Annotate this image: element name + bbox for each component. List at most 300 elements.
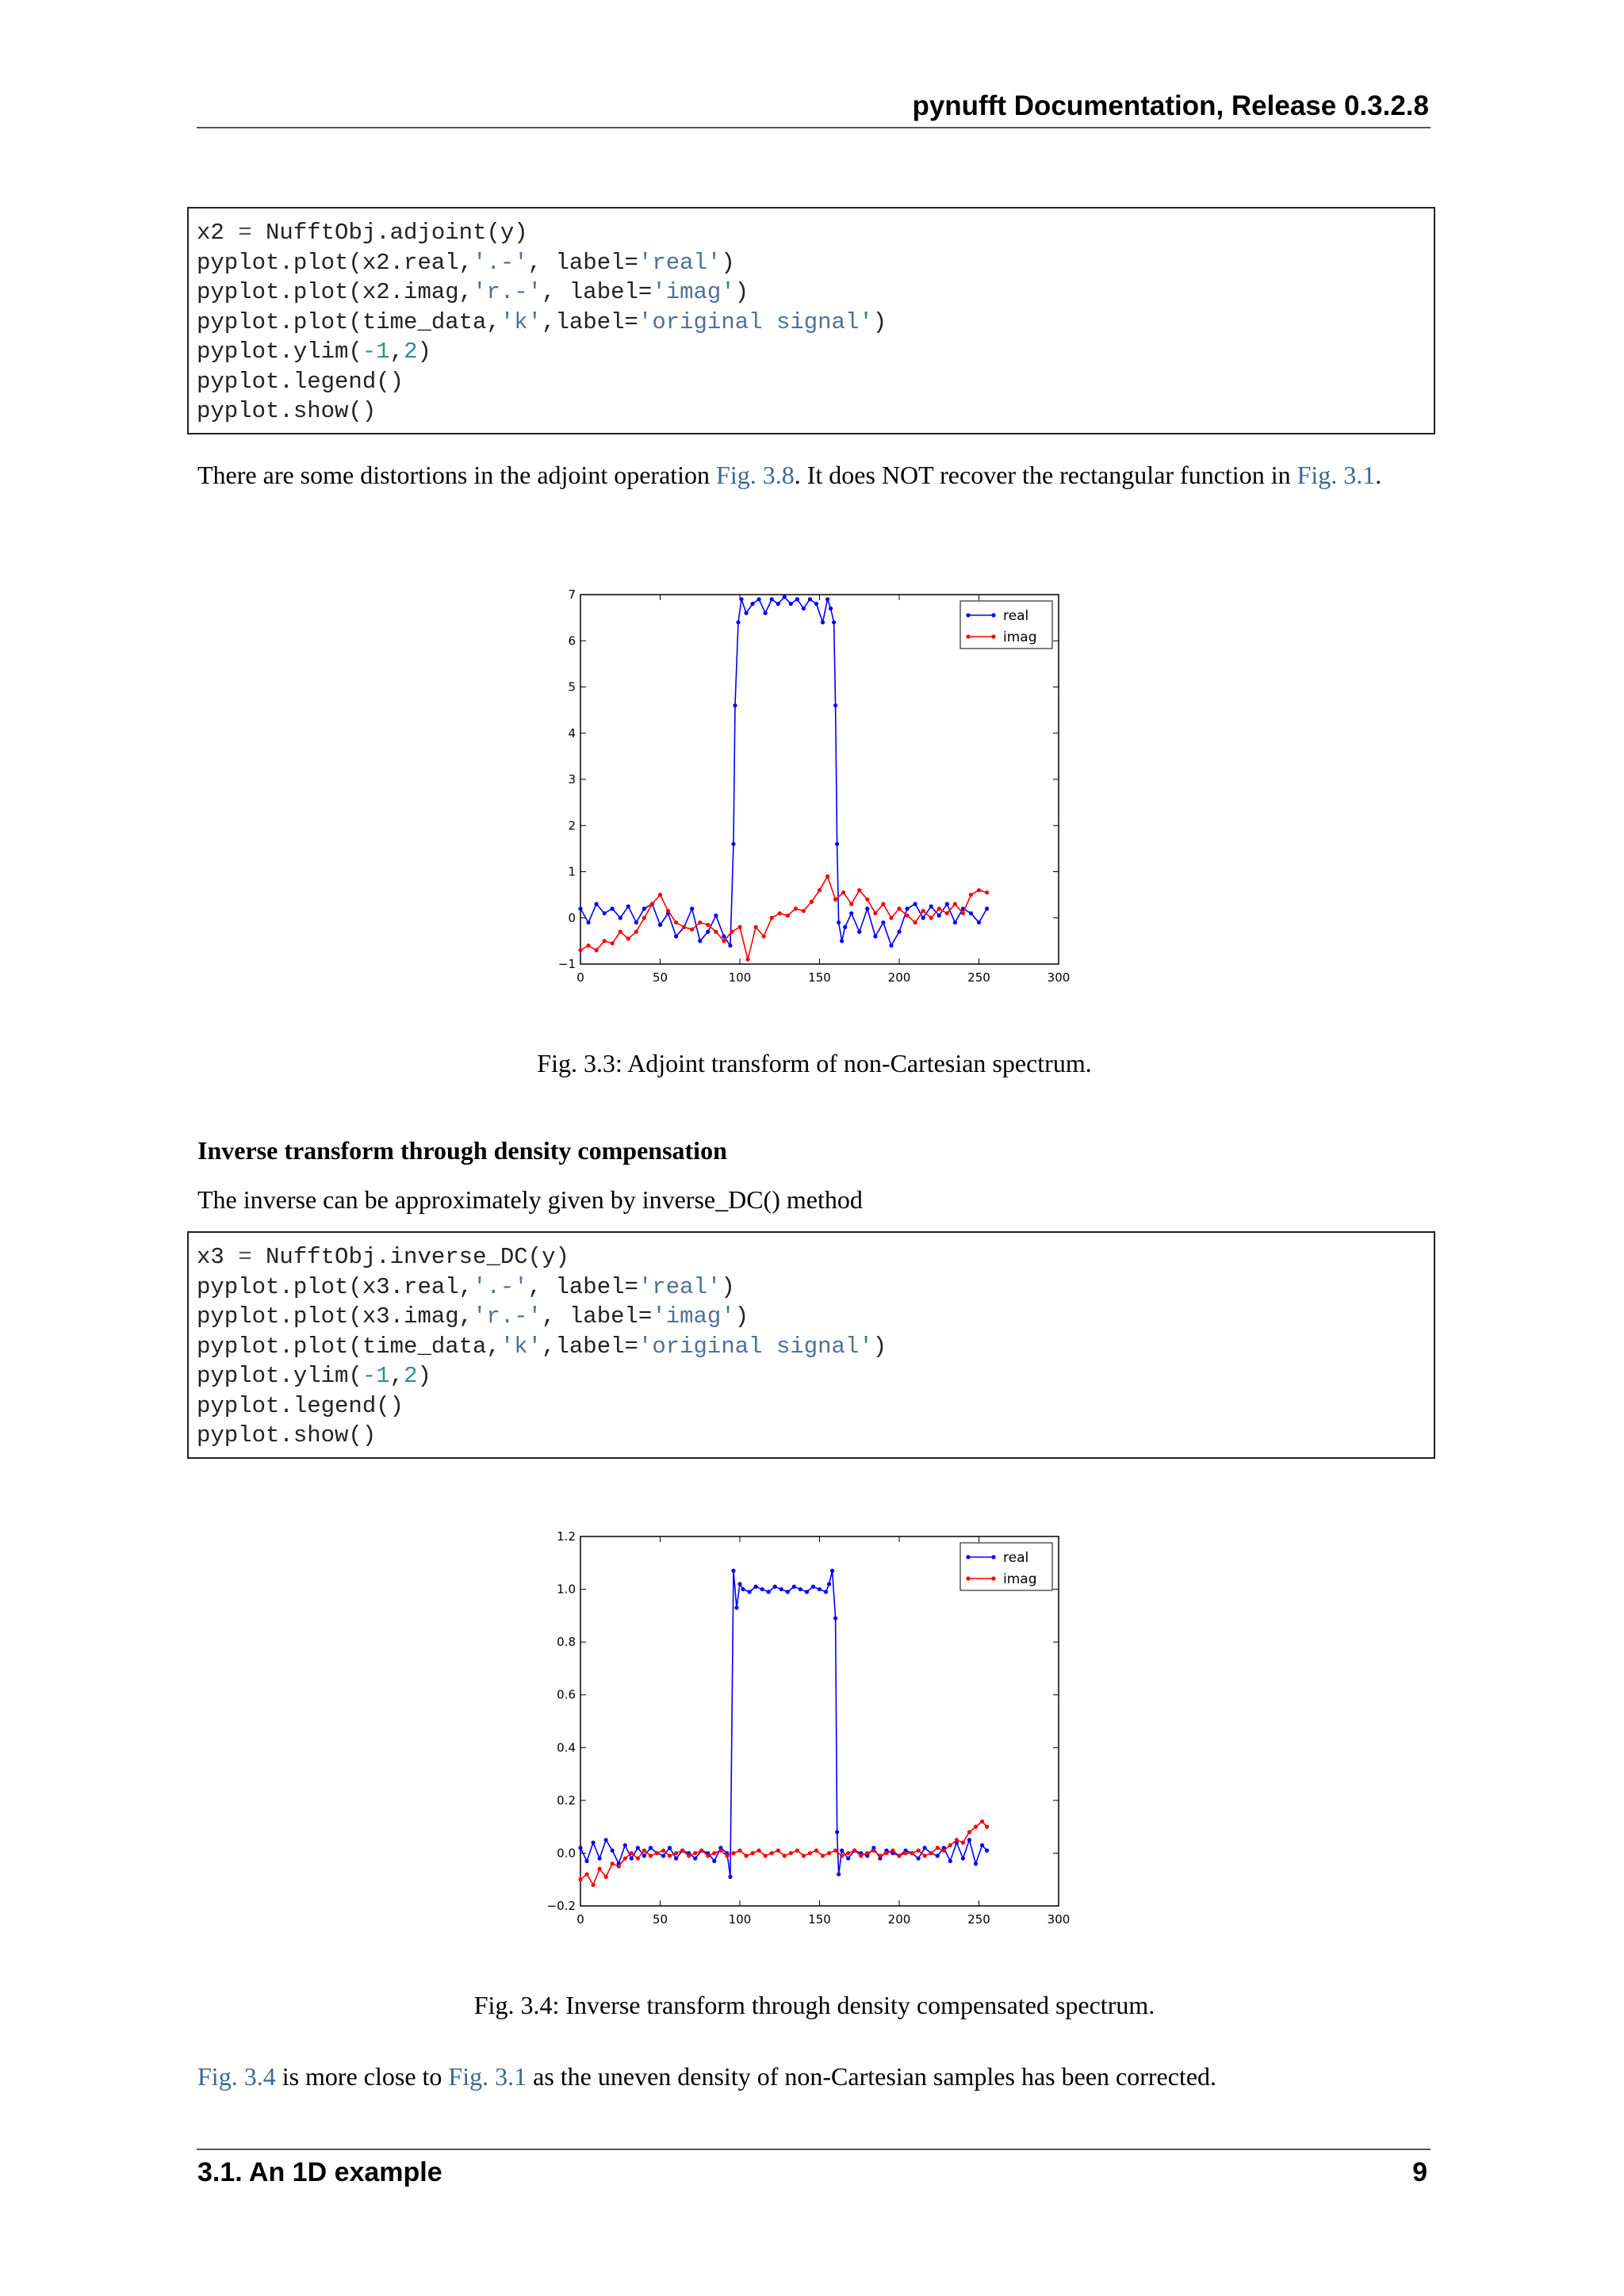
data-point-real <box>967 1838 971 1842</box>
data-point-imag <box>884 1851 888 1855</box>
data-point-real <box>747 1590 751 1594</box>
data-point-imag <box>897 1854 901 1858</box>
data-point-real <box>923 1846 927 1850</box>
data-point-imag <box>642 916 646 920</box>
data-point-real <box>948 1859 952 1863</box>
code-token: pyplot.plot(x2.real, <box>197 249 473 276</box>
code-token: '.-' <box>473 249 528 276</box>
data-point-real <box>833 1617 837 1621</box>
data-point-real <box>873 934 877 938</box>
code-line <box>197 396 1434 427</box>
data-point-real <box>714 913 718 917</box>
data-point-imag <box>649 1854 653 1858</box>
data-point-real <box>773 1585 777 1589</box>
data-point-imag <box>603 939 607 943</box>
data-point-imag <box>821 1854 825 1858</box>
data-point-imag <box>757 1849 761 1853</box>
data-point-imag <box>889 916 893 920</box>
y-tick-label: 0.2 <box>557 1793 576 1808</box>
data-point-real <box>750 602 754 606</box>
data-point-imag <box>634 930 638 934</box>
data-point-real <box>802 607 806 610</box>
code-line <box>197 337 1434 367</box>
data-point-imag <box>841 890 845 894</box>
data-point-real <box>835 1830 839 1834</box>
data-point-imag <box>897 907 901 911</box>
data-point-imag <box>985 1825 989 1829</box>
data-point-imag <box>578 948 582 952</box>
data-point-real <box>634 920 638 924</box>
data-point-real <box>805 1590 809 1594</box>
data-point-real <box>731 1569 735 1573</box>
data-point-imag <box>878 1854 882 1858</box>
x-tick-label: 150 <box>808 970 831 985</box>
data-point-imag <box>859 1854 863 1858</box>
data-point-imag <box>744 1854 748 1858</box>
data-point-real <box>905 907 909 911</box>
data-point-real <box>733 703 737 707</box>
data-point-real <box>786 1590 790 1594</box>
data-point-real <box>945 902 949 906</box>
legend-marker-imag <box>966 1576 970 1580</box>
page-header-title: pynufft Documentation, Release 0.3.2.8 <box>912 90 1429 121</box>
data-point-real <box>591 1841 595 1845</box>
y-tick-label: 2 <box>568 818 576 833</box>
code-token: 'r.-' <box>473 1303 542 1330</box>
data-point-real <box>674 1856 678 1860</box>
x-tick-label: 50 <box>652 1912 668 1927</box>
data-point-imag <box>595 948 599 952</box>
data-point-real <box>584 1859 588 1863</box>
section-heading: Inverse transform through density compensation <box>197 1136 727 1165</box>
data-point-imag <box>655 1851 659 1855</box>
legend <box>960 601 1052 649</box>
y-tick-label: −0.2 <box>546 1899 576 1913</box>
data-point-real <box>712 1859 716 1863</box>
y-tick-label: 4 <box>568 725 576 740</box>
data-point-real <box>760 1587 764 1591</box>
data-point-imag <box>623 1856 627 1860</box>
data-point-real <box>846 1856 850 1860</box>
data-point-real <box>658 923 662 927</box>
x-tick-label: 100 <box>728 970 752 985</box>
data-point-real <box>792 1585 796 1589</box>
data-point-imag <box>682 925 686 929</box>
data-point-imag <box>630 1851 634 1855</box>
y-tick-label: 1.0 <box>557 1582 576 1597</box>
data-point-real <box>829 607 833 610</box>
data-point-imag <box>598 1867 602 1871</box>
data-point-real <box>953 920 957 924</box>
legend-marker-imag <box>991 634 995 638</box>
data-point-real <box>837 1872 841 1876</box>
code-token: pyplot.show() <box>197 398 377 424</box>
data-point-imag <box>942 1849 946 1853</box>
data-point-imag <box>712 1851 716 1855</box>
code-token: 2 <box>404 339 418 365</box>
data-point-imag <box>929 1851 933 1855</box>
data-point-imag <box>737 925 741 929</box>
paragraph-text: . <box>1375 461 1382 489</box>
code-line <box>197 248 1434 278</box>
code-token: NufftObj.inverse_DC(y) <box>251 1244 569 1270</box>
header-rule <box>197 127 1431 128</box>
data-point-imag <box>818 888 822 892</box>
data-point-imag <box>674 920 678 924</box>
data-point-real <box>578 907 582 911</box>
data-point-real <box>739 597 743 601</box>
code-token: ) <box>417 339 431 365</box>
code-line <box>197 1332 1434 1362</box>
code-token: pyplot.show() <box>197 1422 377 1448</box>
y-tick-label: 7 <box>568 587 576 602</box>
data-point-real <box>668 1846 672 1850</box>
data-point-imag <box>737 1849 741 1853</box>
data-point-real <box>619 916 622 920</box>
y-tick-label: 1.2 <box>557 1529 576 1544</box>
data-point-imag <box>714 930 718 934</box>
x-tick-label: 0 <box>576 1912 584 1927</box>
data-point-real <box>840 1849 844 1853</box>
x-tick-label: 200 <box>887 970 911 985</box>
data-point-real <box>698 939 702 943</box>
code-token: pyplot.legend() <box>197 368 404 395</box>
footer-section-title: 3.1. An 1D example <box>197 2157 442 2187</box>
paragraph-text: There are some distortions in the adjoint operation <box>197 461 717 489</box>
data-point-imag <box>985 890 989 894</box>
data-point-real <box>586 920 590 924</box>
data-point-imag <box>731 1851 735 1855</box>
data-point-real <box>827 1582 831 1586</box>
data-point-imag <box>929 916 933 920</box>
data-point-imag <box>833 1849 837 1853</box>
code-token: pyplot.ylim( <box>197 339 362 365</box>
code-token: 'imag' <box>652 1303 735 1330</box>
data-point-real <box>642 907 646 911</box>
x-tick-label: 250 <box>967 970 990 985</box>
y-tick-label: 1 <box>568 864 576 879</box>
data-point-imag <box>668 1854 672 1858</box>
data-point-real <box>737 1582 741 1586</box>
data-point-imag <box>974 1825 978 1829</box>
data-point-imag <box>802 909 806 913</box>
code-line <box>197 1272 1434 1303</box>
code-token: pyplot.plot(x2.imag, <box>197 279 473 305</box>
code-token: ) <box>417 1363 431 1389</box>
code-token: ) <box>734 1303 749 1330</box>
data-point-real <box>832 620 836 624</box>
footer-rule <box>197 2149 1431 2150</box>
code-token: , <box>389 339 404 365</box>
data-point-real <box>623 1843 627 1847</box>
data-point-imag <box>852 1849 856 1853</box>
data-point-imag <box>626 936 630 940</box>
data-point-imag <box>955 1838 959 1842</box>
code-token: ) <box>734 279 749 305</box>
data-point-real <box>636 1846 640 1850</box>
data-point-real <box>821 620 825 624</box>
code-token: pyplot.ylim( <box>197 1363 362 1389</box>
data-point-real <box>604 1838 608 1842</box>
data-point-real <box>881 920 885 924</box>
data-point-imag <box>910 1851 914 1855</box>
data-point-imag <box>619 930 622 934</box>
data-point-imag <box>945 911 949 915</box>
data-point-real <box>767 1590 771 1594</box>
data-point-imag <box>825 874 829 878</box>
y-tick-label: 5 <box>568 679 576 695</box>
code-token: ,label= <box>542 308 638 335</box>
data-point-real <box>693 1856 697 1860</box>
legend-label-real: real <box>1003 1550 1029 1566</box>
code-line <box>197 1391 1434 1422</box>
code-token: 'real' <box>638 1273 722 1300</box>
link-fig-3-4[interactable]: Fig. 3.4 <box>197 2062 276 2091</box>
data-point-imag <box>937 907 941 911</box>
data-point-real <box>661 1854 665 1858</box>
figure-caption-3-3: Fig. 3.3: Adjoint transform of non-Cartesian spectrum. <box>537 1049 1092 1077</box>
x-tick-label: 50 <box>652 970 668 985</box>
data-point-imag <box>611 941 615 945</box>
data-point-imag <box>661 1849 665 1853</box>
data-point-imag <box>718 1849 722 1853</box>
data-point-real <box>985 907 989 911</box>
code-token: 'imag' <box>652 279 735 305</box>
data-point-real <box>835 842 839 846</box>
code-token: pyplot.legend() <box>197 1392 404 1419</box>
code-line <box>197 367 1434 397</box>
data-point-real <box>824 1590 828 1594</box>
x-tick-label: 0 <box>576 970 584 985</box>
data-point-real <box>799 1587 802 1591</box>
paragraph-adjoint-distortion <box>197 458 1431 492</box>
code-token: '.-' <box>473 1273 528 1300</box>
data-point-imag <box>680 1849 684 1853</box>
data-point-real <box>728 943 732 947</box>
x-tick-label: 100 <box>728 1912 752 1927</box>
footer-page-number: 9 <box>1412 2157 1427 2187</box>
data-point-imag <box>591 1883 595 1887</box>
code-token: , label= <box>542 1303 653 1330</box>
data-point-imag <box>687 1854 691 1858</box>
code-token: , label= <box>542 279 653 305</box>
code-line <box>197 1242 1434 1272</box>
y-tick-label: 0.0 <box>557 1846 576 1861</box>
code-token: , <box>389 1363 404 1389</box>
link-fig-3-1[interactable]: Fig. 3.1 <box>448 2062 527 2091</box>
legend-marker-imag <box>966 634 970 638</box>
data-point-imag <box>871 1849 875 1853</box>
data-point-imag <box>840 1854 844 1858</box>
code-token: x2 <box>197 220 239 246</box>
data-point-imag <box>903 1851 907 1855</box>
code-token: x3 <box>197 1244 239 1270</box>
code-block-adjoint <box>187 207 1435 434</box>
data-point-real <box>741 1587 745 1591</box>
data-point-real <box>865 907 869 911</box>
code-token: ,label= <box>542 1333 638 1360</box>
data-point-real <box>936 1854 940 1858</box>
data-point-imag <box>783 1854 787 1858</box>
data-point-real <box>825 597 829 601</box>
data-point-imag <box>770 916 774 920</box>
data-point-real <box>598 1856 602 1860</box>
code-token: ) <box>721 1273 735 1300</box>
data-point-real <box>770 597 774 601</box>
data-point-imag <box>706 923 710 927</box>
data-point-imag <box>794 907 798 911</box>
data-point-real <box>830 1569 834 1573</box>
code-line <box>197 1361 1434 1391</box>
data-point-imag <box>810 900 814 904</box>
paragraph-text: . It does NOT recover the rectangular function in <box>794 461 1297 489</box>
data-point-imag <box>917 1849 921 1853</box>
data-point-real <box>929 905 933 909</box>
link-fig-3-1[interactable]: Fig. 3.1 <box>1297 461 1376 489</box>
data-point-imag <box>642 1849 646 1853</box>
data-point-imag <box>980 1820 984 1823</box>
code-token: pyplot.plot(x3.real, <box>197 1273 473 1300</box>
data-point-imag <box>921 909 925 913</box>
data-point-real <box>779 1587 783 1591</box>
data-point-imag <box>789 1851 793 1855</box>
data-point-real <box>837 920 841 924</box>
figure-adjoint-plot <box>523 579 1094 991</box>
data-point-imag <box>770 1851 774 1855</box>
data-point-imag <box>666 909 670 913</box>
code-token: 'k' <box>500 1333 542 1360</box>
data-point-real <box>611 1849 615 1853</box>
data-point-real <box>649 1846 653 1850</box>
data-point-imag <box>776 1849 780 1853</box>
legend-marker-real <box>991 1555 995 1559</box>
code-token: -1 <box>362 1363 390 1389</box>
data-point-imag <box>762 934 766 938</box>
data-point-imag <box>795 1849 799 1853</box>
data-point-imag <box>730 930 733 934</box>
data-point-real <box>783 595 787 599</box>
data-point-imag <box>658 893 662 897</box>
data-point-imag <box>699 1849 703 1853</box>
code-block-inverse-dc <box>187 1231 1435 1459</box>
figure-caption-3-4: Fig. 3.4: Inverse transform through density compensated spectrum. <box>473 1991 1155 2019</box>
code-token: ) <box>721 249 735 276</box>
data-point-real <box>603 911 607 915</box>
data-point-imag <box>953 902 957 906</box>
data-point-real <box>674 934 678 938</box>
x-tick-label: 300 <box>1047 970 1071 985</box>
data-point-imag <box>967 1830 971 1834</box>
data-point-imag <box>802 1854 806 1858</box>
data-point-real <box>969 911 973 915</box>
data-point-imag <box>754 925 758 929</box>
data-point-real <box>642 1854 646 1858</box>
data-point-imag <box>873 911 877 915</box>
data-point-real <box>808 597 812 601</box>
code-token: = <box>238 220 252 246</box>
data-point-real <box>744 611 748 615</box>
code-token: pyplot.plot(time_data, <box>197 1333 500 1360</box>
code-line <box>197 277 1434 308</box>
data-point-imag <box>977 888 981 892</box>
data-point-real <box>857 930 861 934</box>
code-token: -1 <box>362 339 390 365</box>
code-line <box>197 1302 1434 1332</box>
data-point-imag <box>693 1851 697 1855</box>
data-point-imag <box>786 913 790 917</box>
data-point-imag <box>857 888 861 892</box>
data-point-imag <box>611 1862 615 1866</box>
data-point-imag <box>690 928 694 932</box>
link-fig-3-8[interactable]: Fig. 3.8 <box>716 461 795 489</box>
x-tick-label: 300 <box>1047 1912 1071 1927</box>
data-point-imag <box>778 911 782 915</box>
code-token: 'k' <box>500 308 542 335</box>
data-point-real <box>849 911 853 915</box>
data-point-imag <box>969 893 973 897</box>
data-point-imag <box>578 1877 582 1881</box>
data-point-imag <box>808 1851 812 1855</box>
data-point-real <box>914 902 917 906</box>
data-point-real <box>811 1585 815 1589</box>
code-token: , label= <box>527 1273 638 1300</box>
legend <box>960 1543 1052 1590</box>
data-point-real <box>897 930 901 934</box>
code-token: 'r.-' <box>473 279 542 305</box>
y-tick-label: 0.6 <box>557 1687 576 1702</box>
data-point-real <box>985 1849 989 1853</box>
data-point-imag <box>604 1875 608 1879</box>
y-tick-label: 0 <box>568 910 576 925</box>
legend-marker-real <box>966 1555 970 1559</box>
data-point-real <box>843 925 847 929</box>
data-point-real <box>728 1875 732 1879</box>
data-point-imag <box>650 902 654 906</box>
data-point-real <box>595 902 599 906</box>
y-tick-label: 3 <box>568 772 576 786</box>
legend-label-imag: imag <box>1003 1571 1037 1587</box>
data-point-real <box>731 842 735 846</box>
y-tick-label: −1 <box>557 957 576 971</box>
code-line <box>197 308 1434 338</box>
data-point-imag <box>865 897 869 901</box>
data-point-imag <box>722 939 726 943</box>
data-point-imag <box>833 897 837 901</box>
data-point-real <box>734 1605 738 1609</box>
data-point-imag <box>865 1851 869 1855</box>
data-point-real <box>840 939 844 943</box>
data-point-imag <box>584 1872 588 1876</box>
x-tick-label: 200 <box>887 1912 911 1927</box>
data-point-imag <box>750 1851 754 1855</box>
code-token: pyplot.plot(x3.imag, <box>197 1303 473 1330</box>
data-point-imag <box>725 1854 729 1858</box>
figure-inverse-dc-plot <box>523 1521 1094 1933</box>
data-point-real <box>757 597 761 601</box>
data-point-imag <box>764 1854 768 1858</box>
data-point-real <box>776 602 780 606</box>
y-tick-label: 6 <box>568 633 576 649</box>
data-point-real <box>754 1585 758 1589</box>
data-point-imag <box>961 911 965 915</box>
code-token: 'original signal' <box>638 1333 873 1360</box>
y-tick-label: 0.4 <box>557 1740 576 1755</box>
data-point-real <box>795 597 799 601</box>
paragraph-text: is more close to <box>275 2062 449 2091</box>
data-point-real <box>961 1856 965 1860</box>
data-point-imag <box>905 913 909 917</box>
data-point-real <box>814 602 818 606</box>
